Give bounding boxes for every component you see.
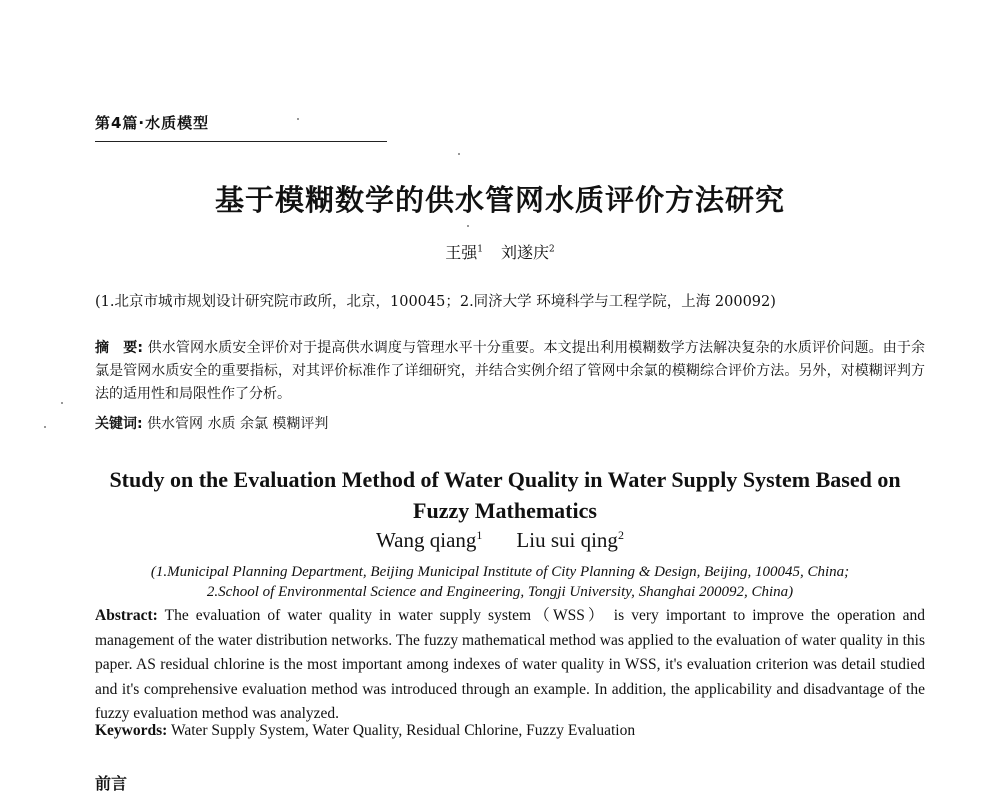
chinese-keywords-label: 关键词: — [95, 416, 143, 432]
chinese-authors — [0, 240, 1000, 263]
scan-speck — [458, 153, 460, 155]
cn-author-name: 刘遂庆 — [501, 243, 550, 262]
english-abstract — [95, 604, 925, 727]
scan-speck — [467, 225, 469, 227]
scan-speck — [61, 402, 63, 404]
english-keywords-label: Keywords: — [95, 722, 168, 739]
english-keywords-text: Water Supply System, Water Quality, Residual Chlorine, Fuzzy Evaluation — [170, 722, 636, 739]
english-abstract-label: Abstract: — [95, 607, 158, 624]
chinese-keywords-text: 供水管网 水质 余氯 模糊评判 — [147, 416, 329, 432]
chinese-affiliation: (1.北京市城市规划设计研究院市政所，北京，100045；2.同济大学 环境科学与工程学院，上海 200092) — [95, 294, 776, 310]
english-keywords — [95, 722, 635, 740]
english-title: Study on the Evaluation Method of Water Quality in Water Supply System Based on Fuzzy Mathematics — [109, 467, 901, 523]
cn-author-affiliation-mark: 2 — [549, 244, 555, 255]
chinese-abstract-label: 摘 要: — [95, 340, 144, 356]
en-author-affiliation-mark: 2 — [617, 528, 624, 542]
english-affiliation-line: (1.Municipal Planning Department, Beijing Municipal Institute of City Planning & Design, Beijing, 100045, China; — [150, 564, 850, 580]
scan-speck — [297, 118, 299, 120]
scan-speck — [44, 426, 46, 428]
cn-author-affiliation-mark: 1 — [477, 244, 483, 255]
section-header: 第4篇·水质模型 — [95, 114, 210, 132]
en-author-name: Wang qiang — [376, 528, 477, 552]
chinese-title: 基于模糊数学的供水管网水质评价方法研究 — [214, 183, 785, 217]
chinese-keywords — [95, 413, 328, 433]
english-abstract-text: The evaluation of water quality in water supply system（WSS） is very important to improve the operation and management of the water distribution networks. The fuzzy mathematical method was applied to the evaluation of water quality in this paper. AS residual chlorine is the most important among indexes of water quality in WSS, it's evaluation criterion was detail studied and it's comprehensive evaluation method was introduced through an example. In addition, the applicability and disadvantage of the fuzzy evaluation method was analyzed. — [95, 607, 925, 722]
cn-author-name: 王强 — [445, 243, 478, 262]
chinese-abstract — [95, 337, 925, 406]
en-author-name: Liu sui qing — [516, 528, 618, 552]
chinese-abstract-text: 供水管网水质安全评价对于提高供水调度与管理水平十分重要。本文提出利用模糊数学方法解决复杂的水质评价问题。由于余氯是管网水质安全的重要指标，对其评价标准作了详细研究，并结合实例介绍了管网中余氯的模糊综合评价方法。另外，对模糊评判方法的适用性和局限性作了分析。 — [95, 340, 925, 402]
english-affiliation — [60, 562, 940, 602]
foreword-heading: 前言 — [95, 774, 128, 793]
section-header-rule — [95, 141, 387, 142]
english-affiliation-line: 2.School of Environmental Science and Engineering, Tongji University, Shanghai 200092, China) — [206, 584, 794, 600]
english-authors — [0, 528, 1000, 553]
en-author-affiliation-mark: 1 — [476, 528, 483, 542]
